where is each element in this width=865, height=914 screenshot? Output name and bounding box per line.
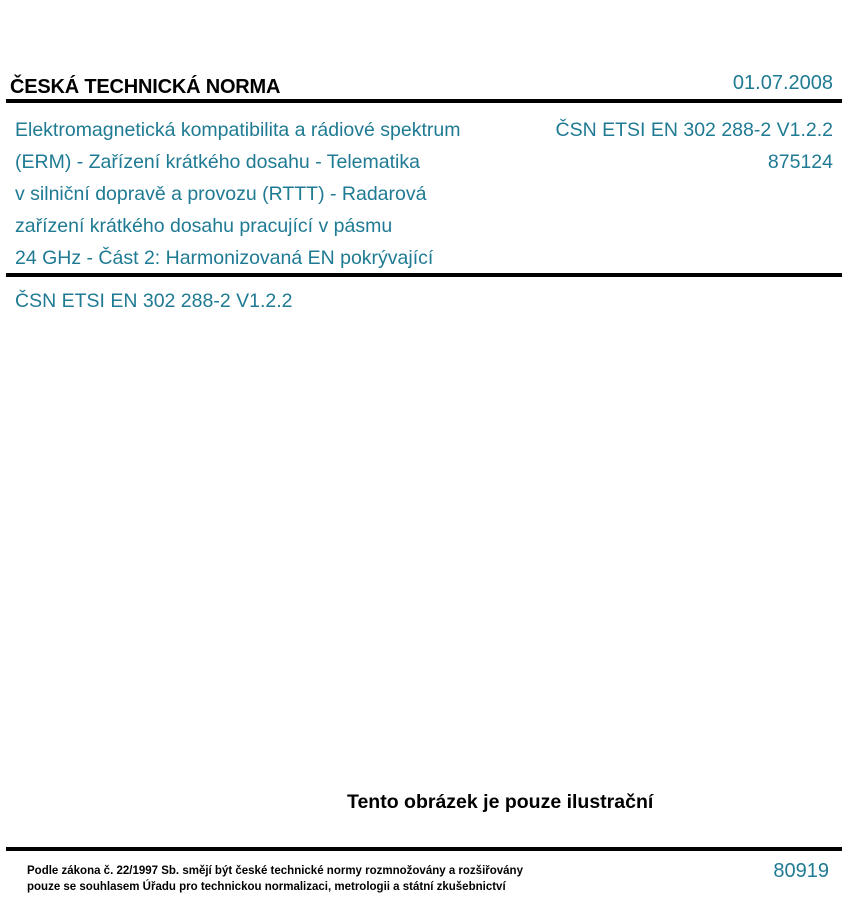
- title-line: (ERM) - Zařízení krátkého dosahu - Telematika: [15, 151, 420, 173]
- classification-number: 875124: [767, 151, 833, 173]
- top-divider: [6, 99, 842, 103]
- standard-code: ČSN ETSI EN 302 288-2 V1.2.2: [555, 119, 833, 141]
- middle-divider: [6, 273, 842, 277]
- legal-line: pouze se souhlasem Úřadu pro technickou normalizaci, metrologii a státní zkušebnictví: [27, 881, 506, 893]
- bottom-divider: [6, 847, 842, 851]
- legal-notice: [27, 863, 523, 895]
- footer-number: 80919: [773, 860, 829, 882]
- title-line: v silniční dopravě a provozu (RTTT) - Radarová: [15, 183, 427, 205]
- illustrative-notice: Tento obrázek je pouze ilustrační: [347, 791, 654, 813]
- standard-identifier: [556, 114, 833, 178]
- standard-code-repeat: ČSN ETSI EN 302 288-2 V1.2.2: [15, 290, 293, 312]
- title-line: 24 GHz - Část 2: Harmonizovaná EN pokrývající: [15, 247, 434, 269]
- publication-date: 01.07.2008: [732, 72, 833, 94]
- standard-title: [15, 114, 515, 274]
- title-line: zařízení krátkého dosahu pracující v pásmu: [15, 215, 393, 237]
- title-line: Elektromagnetická kompatibilita a rádiové spektrum: [15, 119, 461, 141]
- document-heading: ČESKÁ TECHNICKÁ NORMA: [10, 76, 281, 98]
- legal-line: Podle zákona č. 22/1997 Sb. smějí být české technické normy rozmnožovány a rozšiřovány: [27, 865, 523, 877]
